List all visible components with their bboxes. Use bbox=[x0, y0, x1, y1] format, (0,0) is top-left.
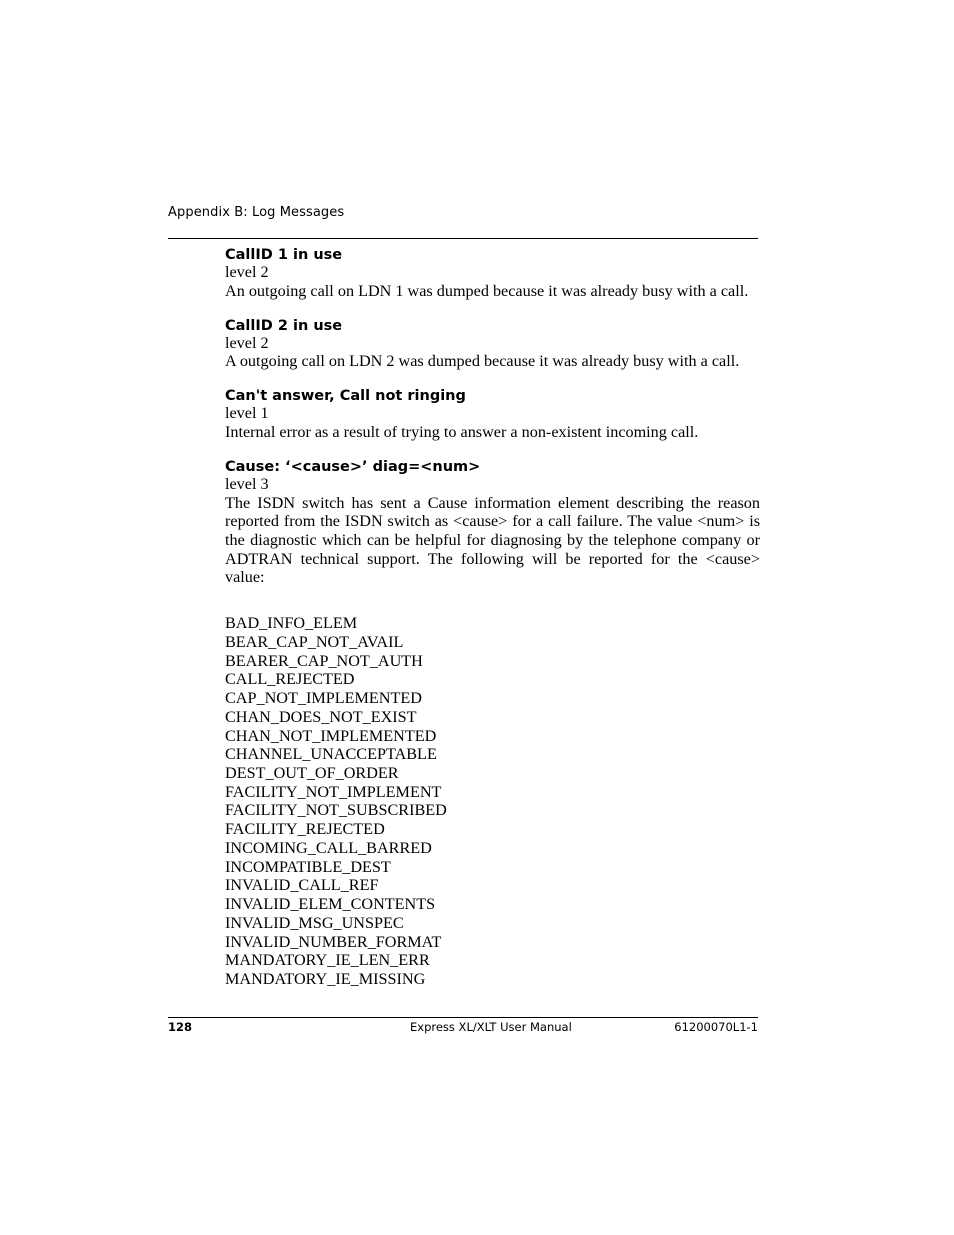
log-entry bbox=[225, 388, 760, 441]
cause-item: BEAR_CAP_NOT_AVAIL bbox=[225, 632, 404, 651]
entry-description: A outgoing call on LDN 2 was dumped because it was already busy with a call. bbox=[225, 352, 740, 371]
entry-description: An outgoing call on LDN 1 was dumped because it was already busy with a call. bbox=[225, 281, 749, 300]
cause-item: CAP_NOT_IMPLEMENTED bbox=[225, 689, 422, 708]
entry-title: CallID 1 in use bbox=[225, 247, 343, 263]
page-body bbox=[225, 245, 760, 989]
footer-rule bbox=[168, 1017, 758, 1018]
cause-item: CHANNEL_UNACCEPTABLE bbox=[225, 745, 437, 764]
cause-item: INVALID_MSG_UNSPEC bbox=[225, 913, 404, 932]
cause-item: FACILITY_NOT_IMPLEMENT bbox=[225, 782, 442, 801]
log-entry bbox=[225, 459, 760, 587]
cause-item: CALL_REJECTED bbox=[225, 670, 355, 689]
cause-item: BAD_INFO_ELEM bbox=[225, 614, 358, 633]
entry-description: Internal error as a result of trying to answer a non-existent incoming call. bbox=[225, 422, 699, 441]
header-rule bbox=[168, 238, 758, 239]
cause-item: FACILITY_REJECTED bbox=[225, 820, 385, 839]
document-number: 61200070L1-1 bbox=[674, 1020, 758, 1034]
cause-item: INCOMPATIBLE_DEST bbox=[225, 857, 391, 876]
entry-level: level 2 bbox=[225, 333, 269, 352]
cause-item: INVALID_ELEM_CONTENTS bbox=[225, 895, 436, 914]
entry-level: level 2 bbox=[225, 263, 269, 281]
cause-item: INCOMING_CALL_BARRED bbox=[225, 838, 432, 857]
cause-item: INVALID_NUMBER_FORMAT bbox=[225, 932, 442, 951]
log-entry bbox=[225, 247, 760, 300]
cause-item: BEARER_CAP_NOT_AUTH bbox=[225, 651, 423, 670]
running-head: Appendix B: Log Messages bbox=[168, 205, 345, 220]
cause-item: DEST_OUT_OF_ORDER bbox=[225, 764, 399, 782]
entry-description: The ISDN switch has sent a Cause information element describing the reason reported from the ISDN switch as <cause> for a call failure. The value <num> is the diagnostic which can be helpful for diagnosing by the telephone company or ADTRAN technical support. The following will be reported for the <cause> value: bbox=[225, 493, 760, 587]
entry-title: CallID 2 in use bbox=[225, 317, 343, 334]
cause-item: INVALID_CALL_REF bbox=[225, 876, 379, 895]
page-number: 128 bbox=[168, 1020, 193, 1034]
log-entry bbox=[225, 318, 760, 371]
entry-title: Can't answer, Call not ringing bbox=[225, 388, 466, 405]
entry-level: level 3 bbox=[225, 475, 269, 494]
cause-list bbox=[225, 614, 760, 989]
cause-item: MANDATORY_IE_LEN_ERR bbox=[225, 951, 430, 970]
cause-item: CHAN_NOT_IMPLEMENTED bbox=[225, 726, 437, 745]
cause-item: CHAN_DOES_NOT_EXIST bbox=[225, 707, 417, 726]
cause-item: MANDATORY_IE_MISSING bbox=[225, 970, 426, 989]
entry-level: level 1 bbox=[225, 404, 269, 423]
entry-title: Cause: ‘<cause>’ diag=<num> bbox=[225, 459, 481, 476]
manual-title: Express XL/XLT User Manual bbox=[410, 1020, 572, 1034]
cause-item: FACILITY_NOT_SUBSCRIBED bbox=[225, 801, 447, 820]
